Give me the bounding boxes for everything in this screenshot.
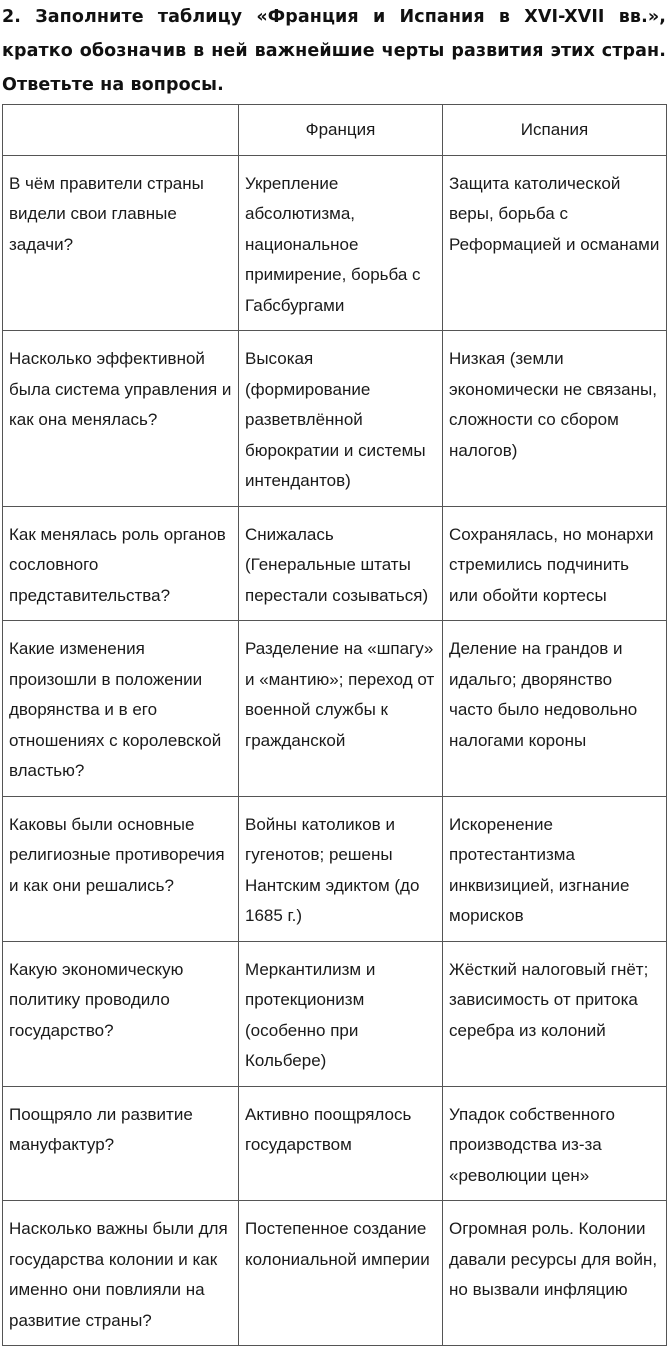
table-row xyxy=(3,1086,667,1201)
france-cell: Войны католиков и гугенотов; решены Нантским эдиктом (до 1685 г.) xyxy=(239,796,443,941)
france-cell: Снижалась (Генеральные штаты перестали созываться) xyxy=(239,506,443,621)
table-row xyxy=(3,621,667,797)
table-row xyxy=(3,1201,667,1346)
comparison-table xyxy=(2,104,667,1346)
question-cell: Поощряло ли развитие мануфактур? xyxy=(3,1086,239,1201)
france-cell: Меркантилизм и протекционизм (особенно при Кольбере) xyxy=(239,941,443,1086)
question-cell: Насколько эффективной была система управления и как она менялась? xyxy=(3,331,239,507)
question-cell: Насколько важны были для государства колонии и как именно они повлияли на развитие страны? xyxy=(3,1201,239,1346)
spain-cell: Деление на грандов и идальго; дворянство часто было недовольно налогами короны xyxy=(443,621,667,797)
france-cell: Активно поощрялось государством xyxy=(239,1086,443,1201)
header-cell-empty xyxy=(3,105,239,156)
spain-cell: Упадок собственного производства из-за «революции цен» xyxy=(443,1086,667,1201)
header-cell-spain: Испания xyxy=(443,105,667,156)
france-cell: Постепенное создание колониальной империи xyxy=(239,1201,443,1346)
question-cell: Какую экономическую политику проводило государство? xyxy=(3,941,239,1086)
table-row xyxy=(3,155,667,331)
spain-cell: Защита католической веры, борьба с Реформацией и османами xyxy=(443,155,667,331)
question-cell: Какие изменения произошли в положении дворянства и в его отношениях с королевской властью? xyxy=(3,621,239,797)
france-cell: Разделение на «шпагу» и «мантию»; переход от военной службы к гражданской xyxy=(239,621,443,797)
table-row xyxy=(3,941,667,1086)
france-cell: Высокая (формирование разветвлённой бюрократии и системы интендантов) xyxy=(239,331,443,507)
question-cell: Каковы были основные религиозные противоречия и как они решались? xyxy=(3,796,239,941)
france-cell: Укрепление абсолютизма, национальное примирение, борьба с Габсбургами xyxy=(239,155,443,331)
spain-cell: Жёсткий налоговый гнёт; зависимость от притока серебра из колоний xyxy=(443,941,667,1086)
table-row xyxy=(3,796,667,941)
question-cell: Как менялась роль органов сословного представительства? xyxy=(3,506,239,621)
table-header-row xyxy=(3,105,667,156)
spain-cell: Сохранялась, но монархи стремились подчинить или обойти кортесы xyxy=(443,506,667,621)
table-row xyxy=(3,506,667,621)
header-cell-france: Франция xyxy=(239,105,443,156)
spain-cell: Искоренение протестантизма инквизицией, изгнание морисков xyxy=(443,796,667,941)
question-cell: В чём правители страны видели свои главные задачи? xyxy=(3,155,239,331)
task-instruction: 2. Заполните таблицу «Франция и Испания в XVI-XVII вв.», кратко обозначив в ней важнейшие черты развития этих стран. Ответьте на вопросы. xyxy=(2,7,666,95)
table-row xyxy=(3,331,667,507)
spain-cell: Низкая (земли экономически не связаны, сложности со сбором налогов) xyxy=(443,331,667,507)
spain-cell: Огромная роль. Колонии давали ресурсы для войн, но вызвали инфляцию xyxy=(443,1201,667,1346)
